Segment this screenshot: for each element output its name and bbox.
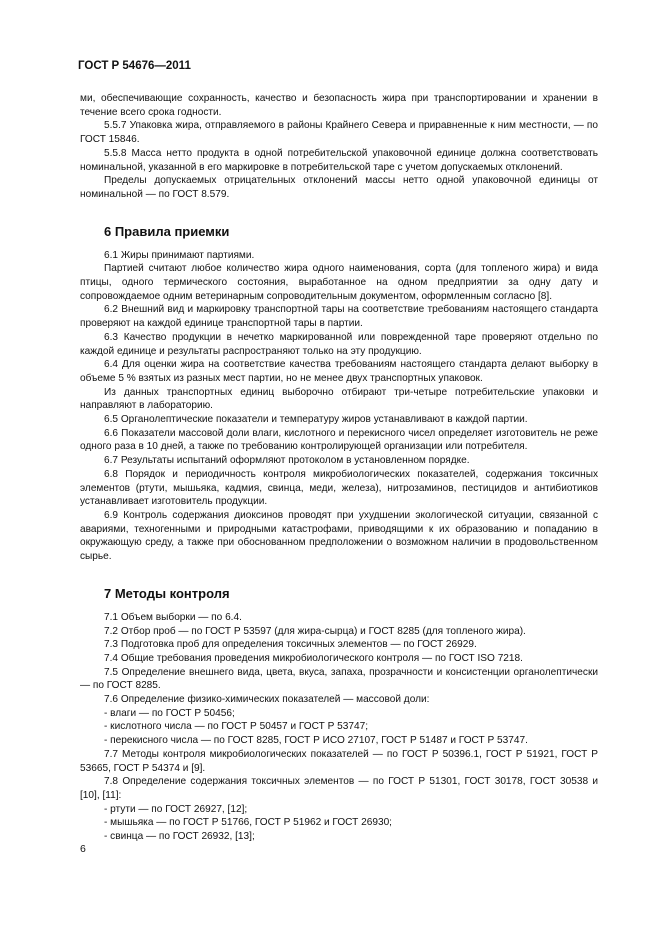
paragraph: 6.2 Внешний вид и маркировку транспортной тары на соответствие требованиям настоящего стандарта проверяют на каждой единице транспортной тары в партии. <box>80 304 598 330</box>
list-item: - свинца — по ГОСТ 26932, [13]; <box>104 831 255 843</box>
section-7-heading: 7 Методы контроля <box>104 585 230 601</box>
paragraph: 6.9 Контроль содержания диоксинов проводят при ухудшении экологической ситуации, связанной с авариями, техногенными и природными катастрофами, приводящими к их образованию и попаданию в окружающую среду, а также при обоснованном предположении о возможном наличии в продовольственном сырье. <box>80 509 598 563</box>
paragraph: 6.7 Результаты испытаний оформляют протоколом в установленном порядке. <box>104 455 470 467</box>
paragraph: Пределы допускаемых отрицательных отклонений массы нетто одной упаковочной единицы от номинальной — по ГОСТ 8.579. <box>80 175 598 200</box>
paragraph: 6.3 Качество продукции в нечетко маркированной или поврежденной таре проверяют отдельно по каждой единице и результаты распространяют только на эту продукцию. <box>80 331 598 357</box>
paragraph: 7.3 Подготовка проб для определения токсичных элементов — по ГОСТ 26929. <box>104 639 477 651</box>
paragraph: 5.5.8 Масса нетто продукта в одной потребительской упаковочной единице должна соответствовать номинальной, указанной в его маркировке в потребительской таре с учетом допускаемых отклонений. <box>80 147 598 173</box>
paragraph: ми, обеспечивающие сохранность, качество и безопасность жира при транспортировании и хранении в течение всего срока годности. <box>80 93 598 118</box>
list-item: - кислотного числа — по ГОСТ Р 50457 и ГОСТ Р 53747; <box>104 721 368 733</box>
paragraph: 6.5 Органолептические показатели и температуру жиров устанавливают в каждой партии. <box>104 414 528 426</box>
paragraph: 6.6 Показатели массовой доли влаги, кислотного и перекисного чисел определяет изготовитель не реже одного раза в 10 дней, а также по требованию контролирующей организации или потребителя. <box>80 427 598 453</box>
paragraph: 6.4 Для оценки жира на соответствие качества требованиям настоящего стандарта делают выборку в объеме 5 % взятых из разных мест партии, но не менее двух транспортных упаковок. <box>80 359 598 384</box>
paragraph: 7.8 Определение содержания токсичных элементов — по ГОСТ Р 51301, ГОСТ 30178, ГОСТ 30538 и [10], [11]: <box>80 776 598 801</box>
page-number: 6 <box>80 843 86 855</box>
paragraph: 5.5.7 Упаковка жира, отправляемого в районы Крайнего Севера и приравненные к ним местности, — по ГОСТ 15846. <box>80 120 598 146</box>
paragraph: 6.8 Порядок и периодичность контроля микробиологических показателей, содержания токсичных элементов (ртути, мышьяка, кадмия, свинца, меди, железа), нитрозаминов, пестицидов и антибиотиков устанавливает изготовитель продукции. <box>80 468 598 508</box>
list-item: - ртути — по ГОСТ 26927, [12]; <box>104 803 248 815</box>
paragraph: 7.1 Объем выборки — по 6.4. <box>104 611 242 623</box>
paragraph: Из данных транспортных единиц выборочно отбирают три-четыре потребительские упаковки и направляют в лабораторию. <box>80 386 598 412</box>
list-item: - мышьяка — по ГОСТ Р 51766, ГОСТ Р 51962 и ГОСТ 26930; <box>104 817 392 829</box>
paragraph: 6.1 Жиры принимают партиями. <box>104 249 255 261</box>
document-header: ГОСТ Р 54676—2011 <box>78 60 191 72</box>
paragraph: 7.4 Общие требования проведения микробиологического контроля — по ГОСТ ISO 7218. <box>104 652 523 664</box>
section-6-heading: 6 Правила приемки <box>104 223 230 239</box>
paragraph: 7.2 Отбор проб — по ГОСТ Р 53597 (для жира-сырца) и ГОСТ 8285 (для топленого жира). <box>104 625 526 637</box>
document-body <box>80 92 598 844</box>
paragraph: 7.5 Определение внешнего вида, цвета, вкуса, запаха, прозрачности и консистенции органолептически — по ГОСТ 8285. <box>80 666 598 692</box>
list-item: - влаги — по ГОСТ Р 50456; <box>104 707 235 719</box>
paragraph: 7.7 Методы контроля микробиологических показателей — по ГОСТ Р 50396.1, ГОСТ Р 51921, ГОСТ Р 53665, ГОСТ Р 54374 и [9]. <box>80 748 598 774</box>
paragraph: 7.6 Определение физико-химических показателей — массовой доли: <box>104 694 430 706</box>
list-item: - перекисного числа — по ГОСТ 8285, ГОСТ Р ИСО 27107, ГОСТ Р 51487 и ГОСТ Р 53747. <box>104 735 528 747</box>
paragraph: Партией считают любое количество жира одного наименования, сорта (для топленого жира) и вида птицы, одного термического состояния, выработанное на одном предприятии за одну дату и сопровождаемое одним ветеринарным сопроводительным документом, оформленным согласно [8]. <box>80 263 598 302</box>
